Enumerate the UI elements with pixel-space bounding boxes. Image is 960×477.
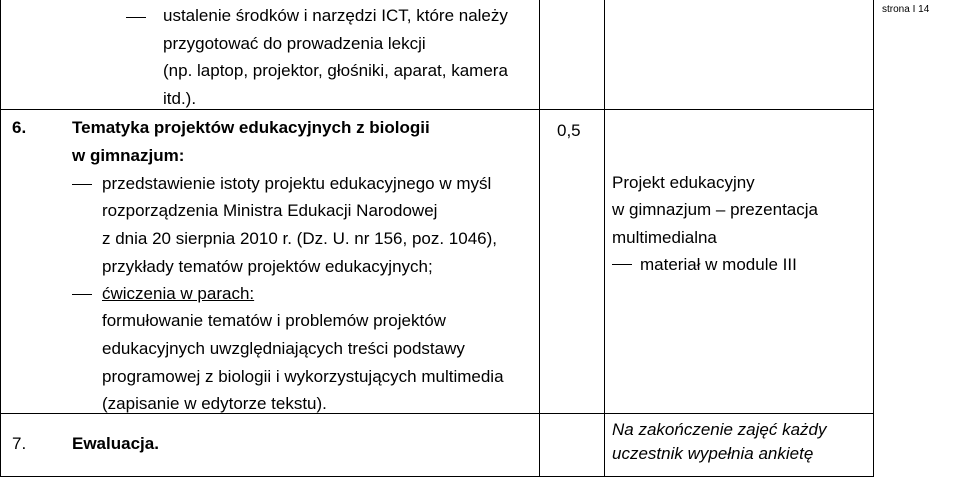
table-border-col1 xyxy=(539,0,540,477)
list-item-line: przykłady tematów projektów edukacyjnych; xyxy=(102,257,433,276)
materials-line: uczestnik wypełnia ankietę xyxy=(612,444,814,463)
section-number: 7. xyxy=(12,434,27,453)
list-item-line: edukacyjnych uwzględniających treści podstawy xyxy=(102,339,465,358)
list-item-line: przygotować do prowadzenia lekcji xyxy=(163,34,426,53)
list-item-line: ustalenie środków i narzędzi ICT, które należy xyxy=(163,6,508,25)
page-number-label: strona I 14 xyxy=(882,4,930,15)
materials-line: w gimnazjum – prezentacja xyxy=(612,200,818,219)
list-item-line: programowej z biologii i wykorzystujących multimedia xyxy=(102,367,504,386)
table-border-left xyxy=(0,0,1,477)
list-item-line: (zapisanie w edytorze tekstu). xyxy=(102,394,327,413)
list-item-line: (np. laptop, projektor, głośniki, aparat, kamera xyxy=(163,61,508,80)
section-title: Ewaluacja. xyxy=(72,434,159,453)
section-title-continued: w gimnazjum: xyxy=(72,146,185,165)
list-item-line: przedstawienie istoty projektu edukacyjnego w myśl xyxy=(102,174,492,193)
list-dash xyxy=(126,17,146,18)
materials-line: multimedialna xyxy=(612,228,717,247)
list-item-line: z dnia 20 sierpnia 2010 r. (Dz. U. nr 156, poz. 1046), xyxy=(102,229,498,248)
materials-item: materiał w module III xyxy=(640,255,797,274)
table-border-right xyxy=(873,0,874,477)
list-item-line: itd.). xyxy=(163,89,197,108)
list-item-heading: ćwiczenia w parach: xyxy=(102,284,255,303)
materials-line: Na zakończenie zajęć każdy xyxy=(612,420,827,439)
list-dash xyxy=(612,264,632,265)
table-border-col2 xyxy=(604,0,605,477)
section-number: 6. xyxy=(12,118,27,137)
hours-value: 0,5 xyxy=(557,121,581,140)
table-row-separator-1 xyxy=(0,109,874,110)
section-title: Tematyka projektów edukacyjnych z biologii xyxy=(72,118,430,137)
list-dash xyxy=(72,294,92,295)
list-dash xyxy=(72,184,92,185)
materials-line: Projekt edukacyjny xyxy=(612,173,755,192)
list-item-line: formułowanie tematów i problemów projektów xyxy=(102,311,446,330)
list-item-line: rozporządzenia Ministra Edukacji Narodowej xyxy=(102,201,438,220)
